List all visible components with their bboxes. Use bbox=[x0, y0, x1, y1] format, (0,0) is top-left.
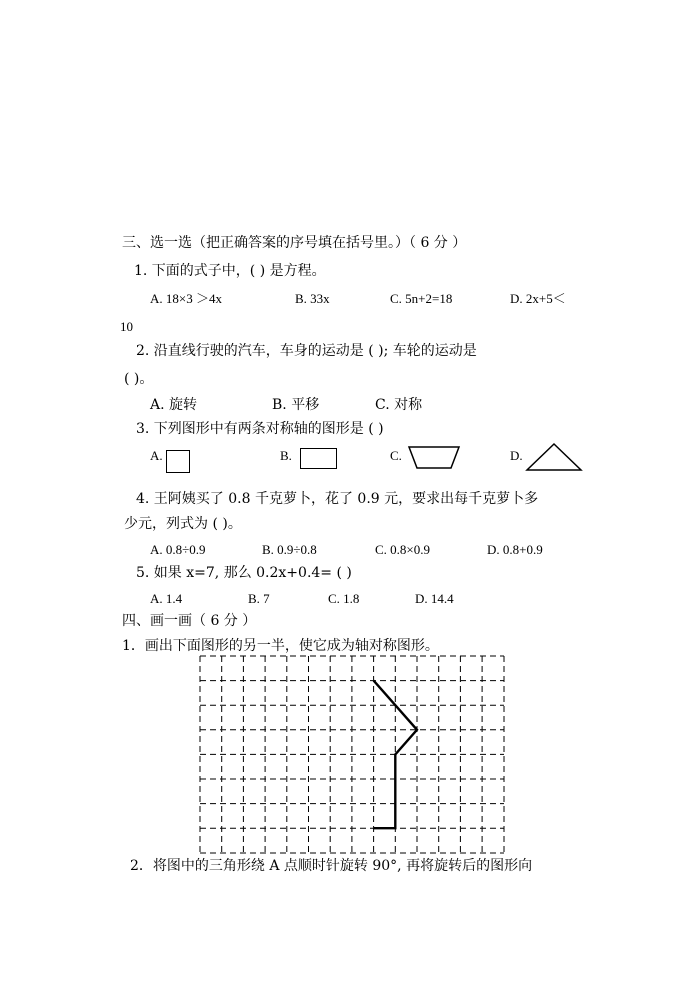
q2-stem: 2. 沿直线行驶的汽车，车身的运动是 ( ); 车轮的运动是 bbox=[136, 343, 477, 359]
q2-stem-cont: ( )。 bbox=[124, 371, 154, 387]
q5-option-c: C. 1.8 bbox=[328, 591, 360, 606]
q3-option-c: C. bbox=[390, 448, 402, 463]
q4-option-c: C. 0.8×0.9 bbox=[375, 542, 431, 557]
q1-option-a: A. 18×3 ＞4x bbox=[150, 291, 222, 306]
q3-option-b: B. bbox=[280, 448, 292, 463]
q3-option-d: D. bbox=[510, 448, 523, 463]
trapezoid-shape bbox=[408, 446, 460, 470]
q1-stem: 1. 下面的式子中，( ) 是方程。 bbox=[134, 263, 326, 279]
q3-stem: 3. 下列图形中有两条对称轴的图形是 ( ) bbox=[136, 421, 384, 437]
q1-option-c: C. 5n+2=18 bbox=[390, 291, 453, 306]
q4-stem-cont: 少元，列式为 ( )。 bbox=[124, 516, 242, 532]
q2-option-c: C. 对称 bbox=[375, 397, 423, 413]
dashed-grid bbox=[200, 656, 505, 854]
q4-option-a: A. 0.8÷0.9 bbox=[150, 542, 206, 557]
draw-q2-stem: 2．将图中的三角形绕 A 点顺时针旋转 90°, 再将旋转后的图形向 bbox=[130, 858, 533, 874]
q4-option-d: D. 0.8+0.9 bbox=[487, 542, 543, 557]
q1-option-b: B. 33x bbox=[295, 291, 330, 306]
q2-option-a: A. 旋转 bbox=[150, 397, 198, 413]
triangle-shape bbox=[526, 443, 582, 471]
q5-stem: 5. 如果 x=7, 那么 0.2x+0.4= ( ) bbox=[136, 565, 352, 581]
q5-option-d: D. 14.4 bbox=[415, 591, 454, 606]
q2-option-b: B. 平移 bbox=[272, 397, 320, 413]
q5-option-b: B. 7 bbox=[248, 591, 270, 606]
q4-option-b: B. 0.9÷0.8 bbox=[262, 542, 317, 557]
square-shape bbox=[166, 450, 190, 473]
draw-q1-stem: 1．画出下面图形的另一半，使它成为轴对称图形。 bbox=[122, 638, 439, 654]
q1-option-d-wrap: 10 bbox=[120, 319, 133, 334]
q1-option-d: D. 2x+5＜ bbox=[510, 291, 566, 306]
section4-title: 四、画一画（ 6 分 ） bbox=[122, 613, 257, 629]
q3-option-a: A. bbox=[150, 448, 163, 463]
q5-option-a: A. 1.4 bbox=[150, 591, 183, 606]
section3-title: 三、选一选（把正确答案的序号填在括号里。）（ 6 分 ） bbox=[122, 235, 467, 251]
rectangle-shape bbox=[300, 448, 337, 469]
q4-stem: 4. 王阿姨买了 0.8 千克萝卜，花了 0.9 元，要求出每千克萝卜多 bbox=[136, 491, 539, 507]
